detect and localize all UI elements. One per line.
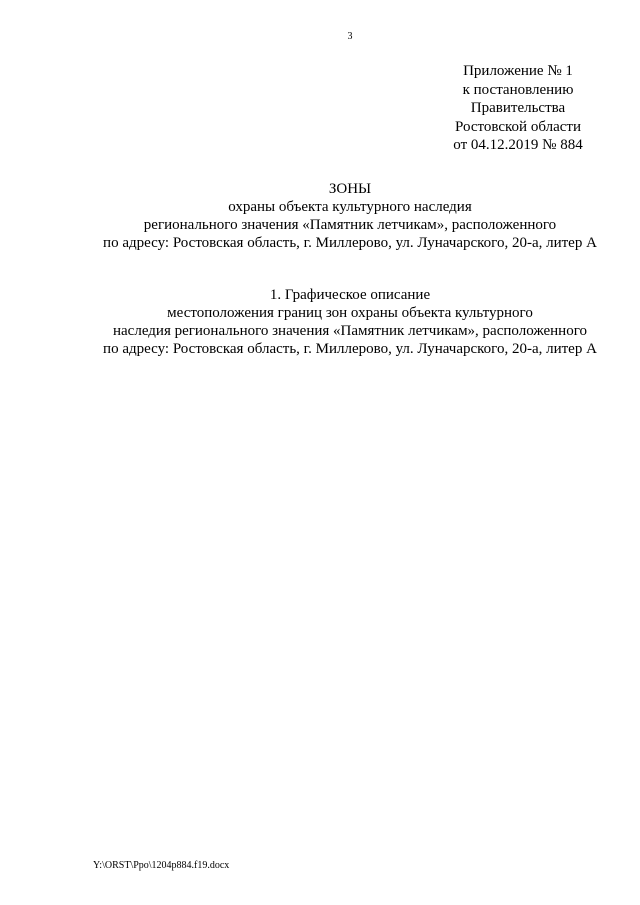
title-heading: ЗОНЫ: [328, 181, 372, 197]
title-line: охраны объекта культурного наследия: [228, 199, 472, 215]
page-number: 3: [347, 31, 353, 42]
appendix-line: Ростовской области: [455, 118, 581, 135]
appendix-line: Правительства: [470, 100, 566, 116]
appendix-line: Приложение № 1: [463, 63, 573, 79]
title-line: регионального значения «Памятник летчикам», расположенного: [143, 217, 557, 233]
section-line: 1. Графическое описание: [269, 287, 431, 303]
section-heading: [0, 286, 640, 358]
appendix-block: [418, 62, 618, 155]
footer-file-path: Y:\ORST\Ppo\1204p884.f19.docx: [93, 860, 230, 871]
section-line: по адресу: Ростовская область, г. Миллерово, ул. Луначарского, 20-а, литер А: [103, 341, 597, 357]
appendix-line: от 04.12.2019 № 884: [453, 137, 583, 153]
appendix-line: к постановлению: [462, 81, 574, 98]
section-line: местоположения границ зон охраны объекта культурного: [167, 305, 533, 321]
title-line: по адресу: Ростовская область, г. Миллерово, ул. Луначарского, 20-а, литер А: [103, 235, 597, 251]
section-line: наследия регионального значения «Памятник летчикам», расположенного: [113, 323, 587, 339]
document-title: [0, 180, 640, 252]
